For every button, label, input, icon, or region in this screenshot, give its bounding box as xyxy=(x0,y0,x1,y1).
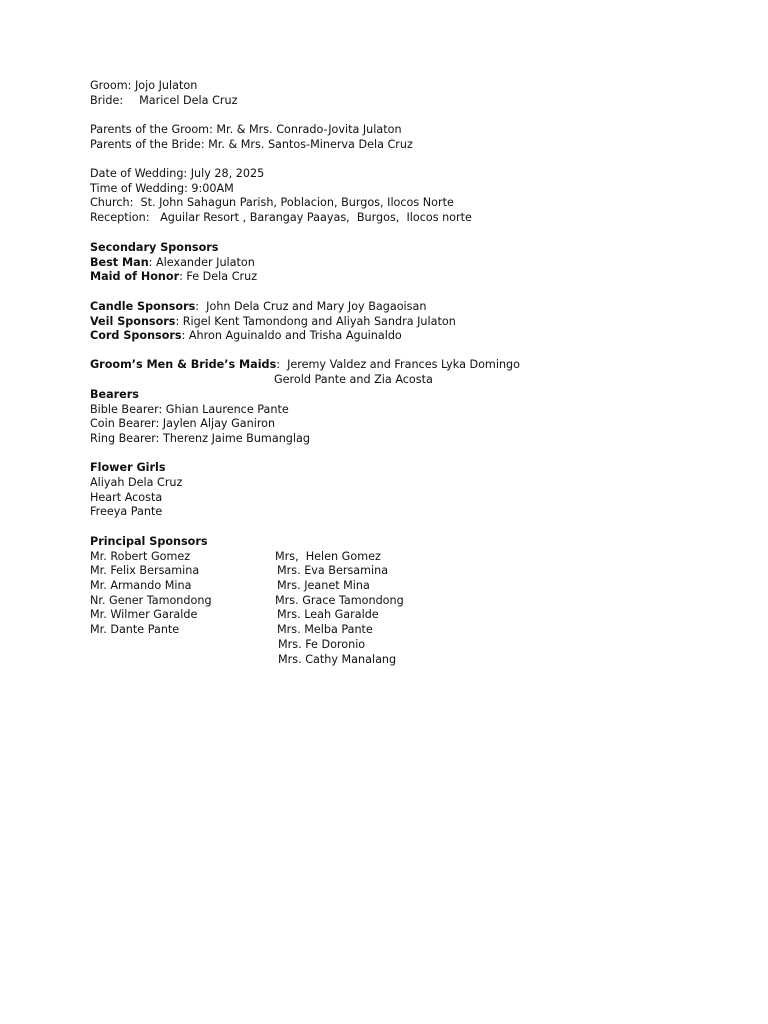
groomsmen-value-1: : Jeremy Valdez and Frances Lyka Domingo xyxy=(276,358,520,371)
bible-bearer: Bible Bearer: Ghian Laurence Pante xyxy=(90,403,289,416)
sponsor-woman: Mrs. Grace Tamondong xyxy=(275,594,404,607)
sponsor-woman: Mrs. Fe Doronio xyxy=(278,638,366,651)
maid-of-honor-label: Maid of Honor xyxy=(90,270,180,283)
sponsor-man: Mr. Wilmer Garalde xyxy=(90,608,198,621)
bearers-heading: Bearers xyxy=(90,388,139,401)
groomsmen-line xyxy=(90,358,520,372)
veil-sponsors-value: : Rigel Kent Tamondong and Aliyah Sandra Julaton xyxy=(175,315,456,328)
sponsor-man: Mr. Armando Mina xyxy=(90,579,192,592)
ring-bearer: Ring Bearer: Therenz Jaime Bumanglag xyxy=(90,432,310,445)
church: Church: St. John Sahagun Parish, Poblacion, Burgos, Ilocos Norte xyxy=(90,196,454,209)
candle-sponsors-value: : John Dela Cruz and Mary Joy Bagaoisan xyxy=(195,300,427,313)
flower-girl: Freeya Pante xyxy=(90,505,163,518)
sponsor-woman: Mrs. Cathy Manalang xyxy=(278,653,397,666)
sponsor-man: Nr. Gener Tamondong xyxy=(90,594,212,607)
candle-sponsors-label: Candle Sponsors xyxy=(90,300,196,313)
principal-sponsors-heading: Principal Sponsors xyxy=(90,535,208,548)
sponsor-woman: Mrs. Leah Garalde xyxy=(277,608,379,621)
secondary-sponsors-heading: Secondary Sponsors xyxy=(90,241,219,254)
maid-of-honor-line xyxy=(90,270,257,284)
best-man-value: : Alexander Julaton xyxy=(148,256,255,269)
sponsor-woman: Mrs. Melba Pante xyxy=(277,623,373,636)
groom-line xyxy=(90,79,197,93)
coin-bearer: Coin Bearer: Jaylen Aljay Ganiron xyxy=(90,417,276,430)
groomsmen-label: Groom’s Men & Bride’s Maids xyxy=(90,358,277,371)
flower-girl: Heart Acosta xyxy=(90,491,163,504)
parents-bride: Parents of the Bride: Mr. & Mrs. Santos-Minerva Dela Cruz xyxy=(90,138,413,151)
wedding-time: Time of Wedding: 9:00AM xyxy=(90,182,234,195)
flower-girl: Aliyah Dela Cruz xyxy=(90,476,183,489)
bride-line xyxy=(90,94,237,108)
sponsor-man: Mr. Dante Pante xyxy=(90,623,180,636)
parents-groom: Parents of the Groom: Mr. & Mrs. Conrado-Jovita Julaton xyxy=(90,123,402,136)
reception: Reception: Aguilar Resort , Barangay Paayas, Burgos, Ilocos norte xyxy=(90,211,472,224)
veil-sponsors-label: Veil Sponsors xyxy=(90,315,176,328)
sponsor-woman: Mrs. Jeanet Mina xyxy=(277,579,370,592)
cord-sponsors-line xyxy=(90,329,402,343)
groomsmen-value-2: Gerold Pante and Zia Acosta xyxy=(274,373,433,386)
bride-name: Maricel Dela Cruz xyxy=(139,94,238,107)
cord-sponsors-label: Cord Sponsors xyxy=(90,329,182,342)
sponsor-man: Mr. Felix Bersamina xyxy=(90,564,200,577)
cord-sponsors-value: : Ahron Aguinaldo and Trisha Aguinaldo xyxy=(181,329,402,342)
sponsor-woman: Mrs. Eva Bersamina xyxy=(277,564,389,577)
groom-label: Groom: xyxy=(90,79,132,92)
sponsor-woman: Mrs, Helen Gomez xyxy=(275,550,381,563)
wedding-date: Date of Wedding: July 28, 2025 xyxy=(90,167,265,180)
veil-sponsors-line xyxy=(90,315,456,329)
maid-of-honor-value: : Fe Dela Cruz xyxy=(179,270,258,283)
groom-name: Jojo Julaton xyxy=(134,79,198,92)
bride-label: Bride: xyxy=(90,94,124,107)
sponsor-man: Mr. Robert Gomez xyxy=(90,550,191,563)
best-man-label: Best Man xyxy=(90,256,149,269)
candle-sponsors-line xyxy=(90,300,426,314)
flower-girls-heading: Flower Girls xyxy=(90,461,166,474)
best-man-line xyxy=(90,256,255,270)
